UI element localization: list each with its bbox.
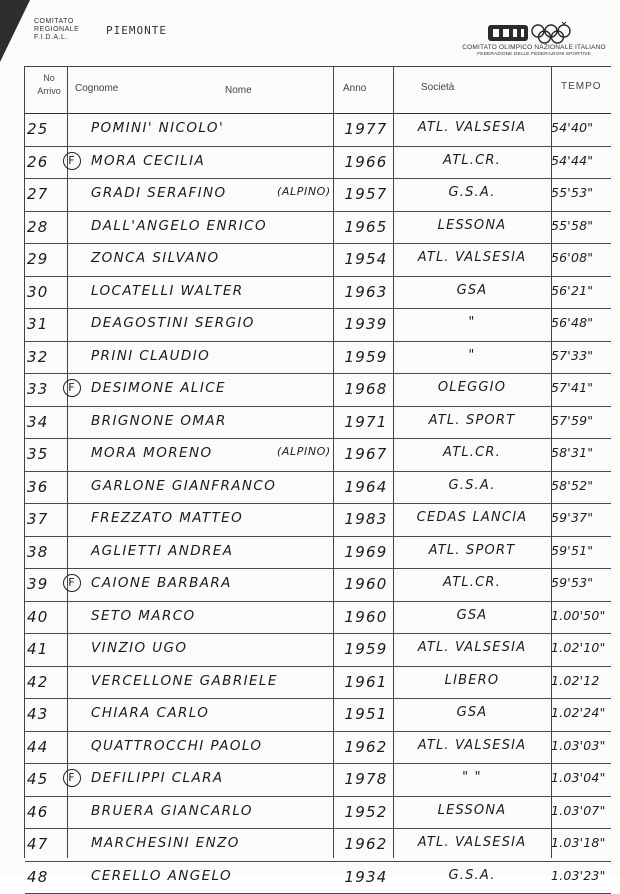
row-societa: G.S.A. bbox=[397, 868, 547, 883]
table-row bbox=[25, 114, 611, 147]
row-societa: G.S.A. bbox=[397, 478, 547, 493]
table-row bbox=[25, 212, 611, 245]
female-marker: F bbox=[63, 574, 81, 592]
table-row bbox=[25, 862, 611, 894]
row-societa: ATL. VALSESIA bbox=[397, 120, 547, 135]
row-anno: 1934 bbox=[337, 868, 395, 886]
row-number: 33 bbox=[27, 380, 63, 398]
row-number: 48 bbox=[27, 868, 63, 886]
org-left-line: COMITATO bbox=[34, 18, 79, 26]
row-number: 28 bbox=[27, 218, 63, 236]
row-societa: ATL. VALSESIA bbox=[397, 835, 547, 850]
row-name: ZONCA SILVANO bbox=[91, 250, 220, 266]
row-name: QUATTROCCHI PAOLO bbox=[91, 738, 262, 754]
row-name: GARLONE GIANFRANCO bbox=[91, 478, 276, 494]
row-number: 25 bbox=[27, 120, 63, 138]
row-name: DEFILIPPI CLARA bbox=[91, 770, 224, 786]
row-anno: 1977 bbox=[337, 120, 395, 138]
row-societa: LIBERO bbox=[397, 673, 547, 688]
row-anno: 1965 bbox=[337, 218, 395, 236]
row-societa: ATL.CR. bbox=[397, 153, 547, 168]
table-row bbox=[25, 569, 611, 602]
row-name: DESIMONE ALICE bbox=[91, 380, 226, 396]
row-societa: ATL. SPORT bbox=[397, 543, 547, 558]
table-row bbox=[25, 504, 611, 537]
row-societa: ATL. VALSESIA bbox=[397, 640, 547, 655]
row-anno: 1978 bbox=[337, 770, 395, 788]
row-tempo: 1.03'07" bbox=[551, 803, 613, 818]
row-anno: 1960 bbox=[337, 575, 395, 593]
row-anno: 1952 bbox=[337, 803, 395, 821]
row-tempo: 56'48" bbox=[551, 315, 613, 330]
row-anno: 1971 bbox=[337, 413, 395, 431]
row-number: 29 bbox=[27, 250, 63, 268]
row-anno: 1959 bbox=[337, 348, 395, 366]
row-name: FREZZATO MATTEO bbox=[91, 510, 243, 526]
row-anno: 1960 bbox=[337, 608, 395, 626]
row-societa: LESSONA bbox=[397, 218, 547, 233]
table-header bbox=[25, 66, 611, 114]
row-tempo: 1.02'24" bbox=[551, 705, 613, 720]
row-tempo: 55'58" bbox=[551, 218, 613, 233]
row-tempo: 1.02'10" bbox=[551, 640, 613, 655]
row-tempo: 1.00'50" bbox=[551, 608, 613, 623]
table-row bbox=[25, 244, 611, 277]
header-no: No bbox=[29, 72, 69, 85]
row-anno: 1967 bbox=[337, 445, 395, 463]
row-anno: 1961 bbox=[337, 673, 395, 691]
results-table bbox=[24, 66, 611, 858]
table-row bbox=[25, 439, 611, 472]
table-row bbox=[25, 764, 611, 797]
row-anno: 1969 bbox=[337, 543, 395, 561]
row-societa: G.S.A. bbox=[397, 185, 547, 200]
table-row bbox=[25, 472, 611, 505]
row-anno: 1957 bbox=[337, 185, 395, 203]
row-anno: 1959 bbox=[337, 640, 395, 658]
row-name: VERCELLONE GABRIELE bbox=[91, 673, 278, 689]
row-name: POMINI' NICOLO' bbox=[91, 120, 224, 136]
row-number: 44 bbox=[27, 738, 63, 756]
org-left-line: F.I.D.A.L. bbox=[34, 34, 79, 42]
row-number: 30 bbox=[27, 283, 63, 301]
scan-corner-shadow bbox=[0, 0, 30, 62]
table-row bbox=[25, 602, 611, 635]
row-number: 43 bbox=[27, 705, 63, 723]
row-tempo: 59'53" bbox=[551, 575, 613, 590]
row-tempo: 1.03'18" bbox=[551, 835, 613, 850]
row-name: AGLIETTI ANDREA bbox=[91, 543, 233, 559]
row-societa: CEDAS LANCIA bbox=[397, 510, 547, 525]
row-number: 38 bbox=[27, 543, 63, 561]
female-marker: F bbox=[63, 379, 81, 397]
female-marker: F bbox=[63, 769, 81, 787]
row-number: 31 bbox=[27, 315, 63, 333]
row-tempo: 1.02'12 bbox=[551, 673, 613, 688]
table-row bbox=[25, 797, 611, 830]
row-number: 27 bbox=[27, 185, 63, 203]
row-number: 42 bbox=[27, 673, 63, 691]
row-tempo: 57'33" bbox=[551, 348, 613, 363]
row-anno: 1954 bbox=[337, 250, 395, 268]
row-name: PRINI CLAUDIO bbox=[91, 348, 210, 364]
coni-line-2: FEDERAZIONE DELLE FEDERAZIONI SPORTIVE bbox=[456, 52, 612, 57]
header-arrivo: Arrivo bbox=[29, 85, 69, 98]
row-tempo: 57'59" bbox=[551, 413, 613, 428]
row-name: SETO MARCO bbox=[91, 608, 196, 624]
fidal-committee-label bbox=[34, 18, 79, 42]
row-tempo: 59'51" bbox=[551, 543, 613, 558]
row-number: 39 bbox=[27, 575, 63, 593]
row-anno: 1983 bbox=[337, 510, 395, 528]
row-name: GRADI SERAFINO bbox=[91, 185, 227, 201]
row-societa: ATL. VALSESIA bbox=[397, 738, 547, 753]
row-note: (ALPINO) bbox=[277, 185, 331, 198]
row-name: DEAGOSTINI SERGIO bbox=[91, 315, 255, 331]
row-anno: 1951 bbox=[337, 705, 395, 723]
table-row bbox=[25, 277, 611, 310]
table-row bbox=[25, 342, 611, 375]
row-name: DALL'ANGELO ENRICO bbox=[91, 218, 267, 234]
row-number: 37 bbox=[27, 510, 63, 528]
row-anno: 1964 bbox=[337, 478, 395, 496]
header-nome: Nome bbox=[225, 85, 252, 96]
row-tempo: 58'31" bbox=[551, 445, 613, 460]
row-societa: ATL.CR. bbox=[397, 575, 547, 590]
row-anno: 1966 bbox=[337, 153, 395, 171]
row-tempo: 54'44" bbox=[551, 153, 613, 168]
row-tempo: 56'08" bbox=[551, 250, 613, 265]
row-tempo: 55'53" bbox=[551, 185, 613, 200]
org-left-line: REGIONALE bbox=[34, 26, 79, 34]
row-anno: 1968 bbox=[337, 380, 395, 398]
row-societa: " " bbox=[397, 770, 547, 785]
row-anno: 1963 bbox=[337, 283, 395, 301]
row-societa: ATL.CR. bbox=[397, 445, 547, 460]
row-tempo: 54'40" bbox=[551, 120, 613, 135]
row-name: BRIGNONE OMAR bbox=[91, 413, 227, 429]
row-name: CERELLO ANGELO bbox=[91, 868, 232, 884]
table-row bbox=[25, 179, 611, 212]
row-number: 41 bbox=[27, 640, 63, 658]
row-number: 46 bbox=[27, 803, 63, 821]
header-tempo: TEMPO bbox=[561, 81, 602, 92]
row-societa: GSA bbox=[397, 705, 547, 720]
row-number: 36 bbox=[27, 478, 63, 496]
header-anno: Anno bbox=[343, 83, 366, 94]
header-societa: Società bbox=[421, 82, 454, 93]
table-row bbox=[25, 537, 611, 570]
table-row bbox=[25, 407, 611, 440]
row-societa: GSA bbox=[397, 608, 547, 623]
row-tempo: 1.03'03" bbox=[551, 738, 613, 753]
row-name: MORA MORENO bbox=[91, 445, 213, 461]
row-name: VINZIO UGO bbox=[91, 640, 187, 656]
row-tempo: 58'52" bbox=[551, 478, 613, 493]
table-row bbox=[25, 634, 611, 667]
female-marker: F bbox=[63, 152, 81, 170]
row-name: MORA CECILIA bbox=[91, 153, 205, 169]
row-societa: ATL. VALSESIA bbox=[397, 250, 547, 265]
row-anno: 1962 bbox=[337, 835, 395, 853]
row-anno: 1939 bbox=[337, 315, 395, 333]
row-note: (ALPINO) bbox=[277, 445, 331, 458]
row-number: 34 bbox=[27, 413, 63, 431]
row-name: BRUERA GIANCARLO bbox=[91, 803, 253, 819]
row-societa: " bbox=[397, 315, 547, 330]
row-tempo: 1.03'23" bbox=[551, 868, 613, 883]
row-name: LOCATELLI WALTER bbox=[91, 283, 244, 299]
row-number: 35 bbox=[27, 445, 63, 463]
row-number: 32 bbox=[27, 348, 63, 366]
header-no-arrivo bbox=[29, 72, 69, 98]
row-number: 45 bbox=[27, 770, 63, 788]
row-name: MARCHESINI ENZO bbox=[91, 835, 240, 851]
row-societa: OLEGGIO bbox=[397, 380, 547, 395]
table-row bbox=[25, 667, 611, 700]
row-tempo: 59'37" bbox=[551, 510, 613, 525]
row-number: 47 bbox=[27, 835, 63, 853]
header-cognome: Cognome bbox=[75, 83, 118, 94]
row-societa: GSA bbox=[397, 283, 547, 298]
row-tempo: 56'21" bbox=[551, 283, 613, 298]
row-societa: ATL. SPORT bbox=[397, 413, 547, 428]
table-row bbox=[25, 309, 611, 342]
table-body bbox=[25, 114, 611, 894]
region-name: PIEMONTE bbox=[106, 24, 167, 37]
row-name: CHIARA CARLO bbox=[91, 705, 209, 721]
coni-olympic-logo bbox=[486, 20, 578, 46]
row-number: 26 bbox=[27, 153, 63, 171]
row-societa: " bbox=[397, 348, 547, 363]
table-row bbox=[25, 374, 611, 407]
coni-line-1: COMITATO OLIMPICO NAZIONALE ITALIANO bbox=[456, 44, 612, 51]
table-row bbox=[25, 147, 611, 180]
row-tempo: 57'41" bbox=[551, 380, 613, 395]
coni-label bbox=[456, 44, 612, 57]
row-societa: LESSONA bbox=[397, 803, 547, 818]
table-row bbox=[25, 829, 611, 862]
table-row bbox=[25, 699, 611, 732]
row-anno: 1962 bbox=[337, 738, 395, 756]
row-tempo: 1.03'04" bbox=[551, 770, 613, 785]
row-name: CAIONE BARBARA bbox=[91, 575, 232, 591]
table-row bbox=[25, 732, 611, 765]
row-number: 40 bbox=[27, 608, 63, 626]
